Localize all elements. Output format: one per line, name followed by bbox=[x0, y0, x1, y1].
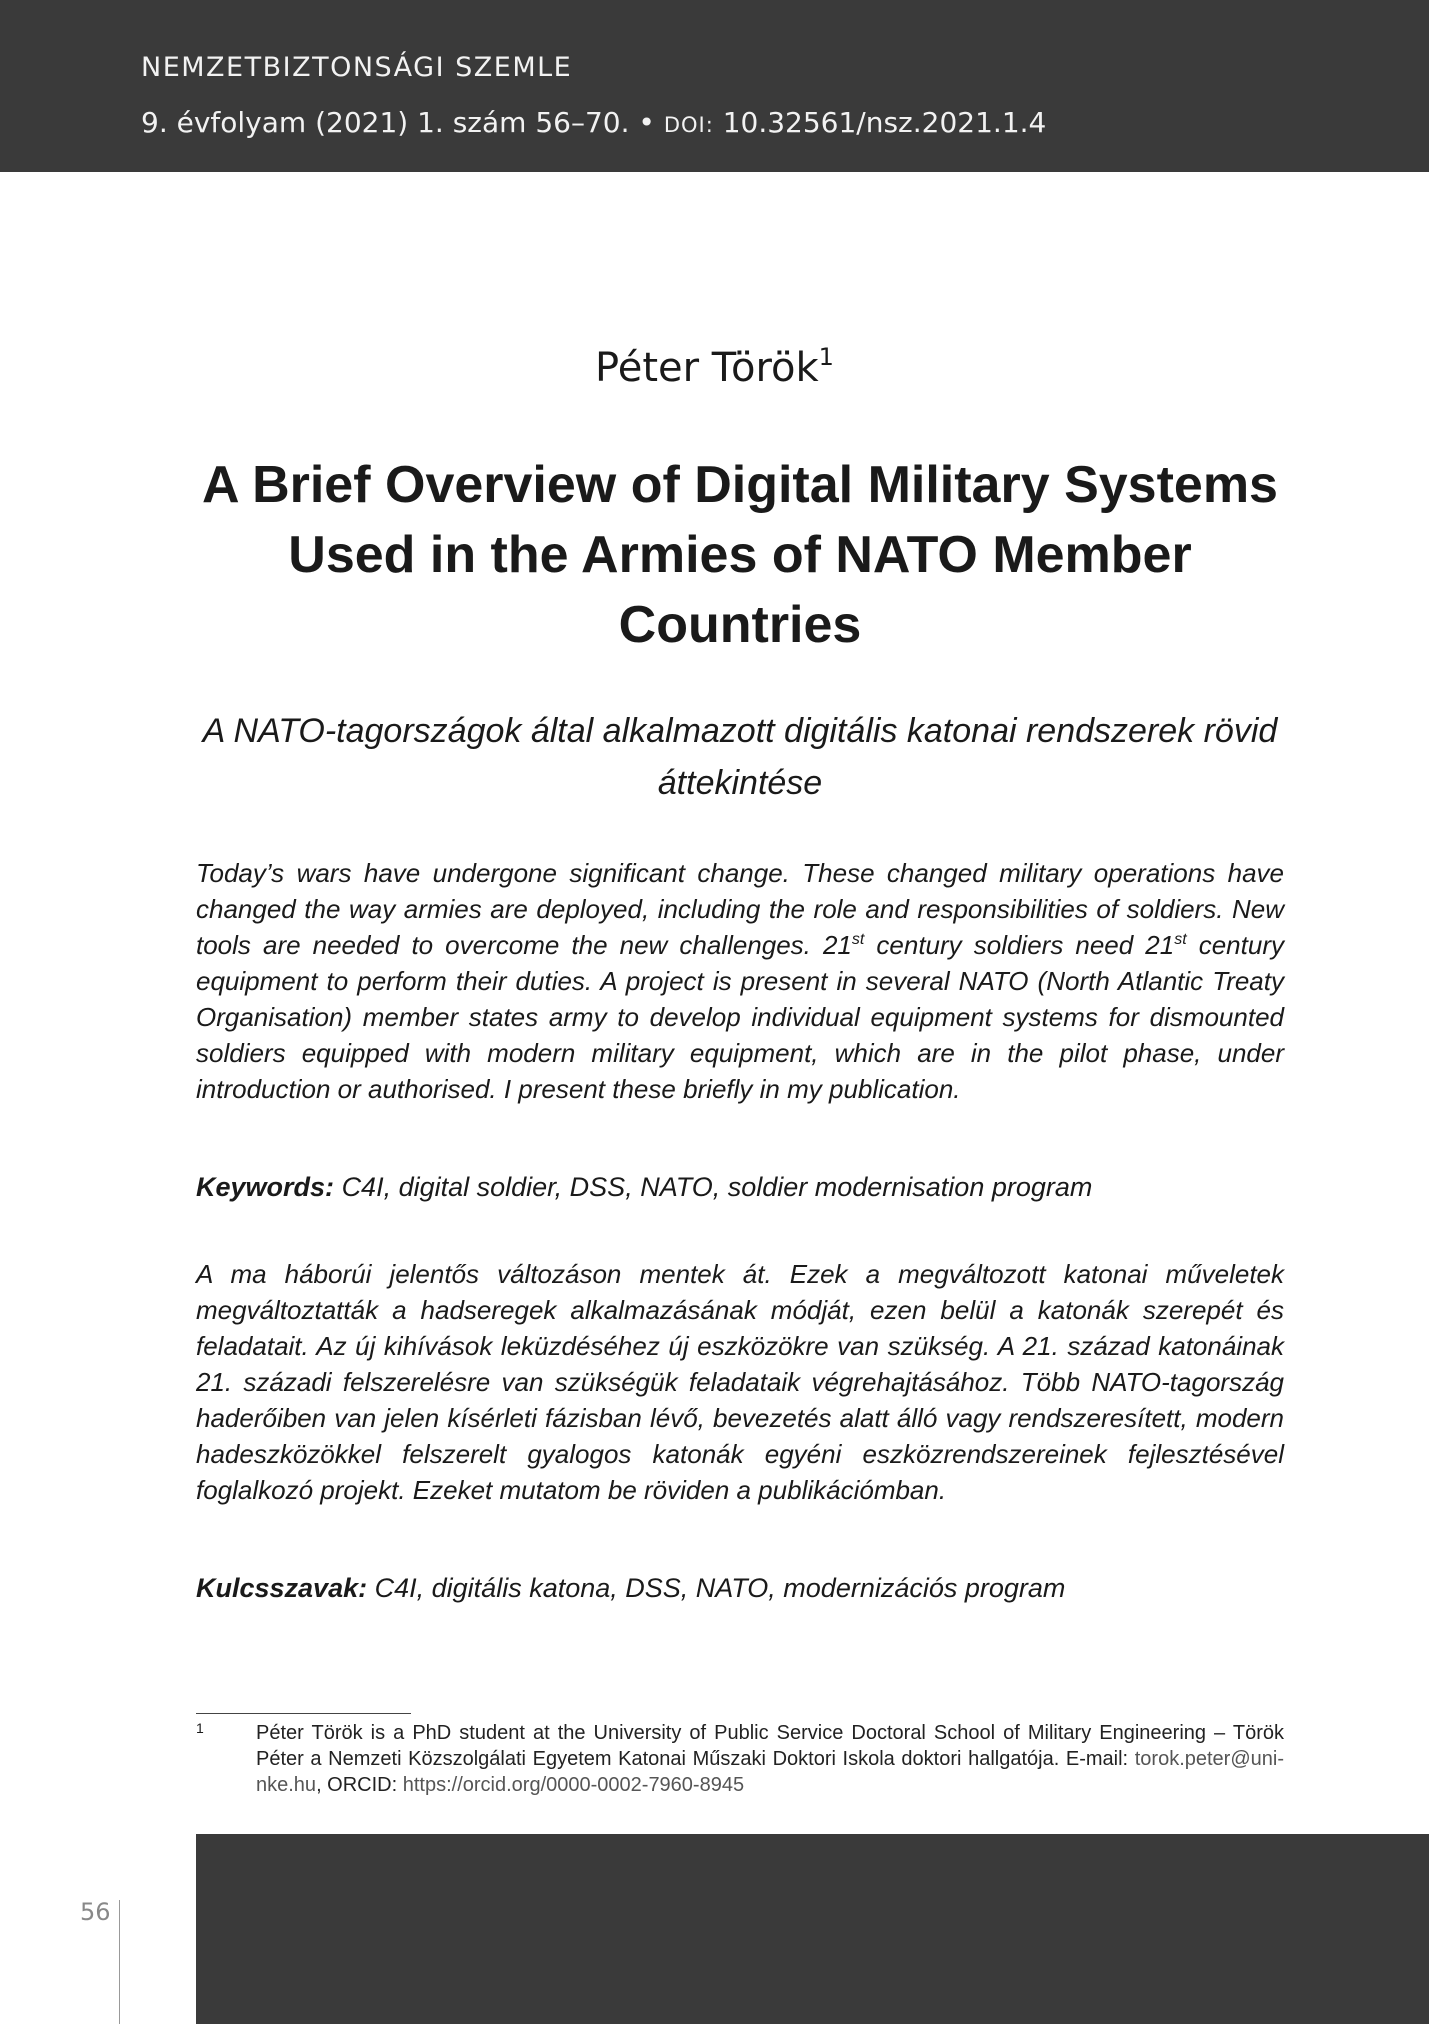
footnote-email-link[interactable]: torok.peter@uni-nke.hu bbox=[256, 1748, 1284, 1796]
abstract-en-sup1: st bbox=[851, 931, 865, 948]
footnote-mark: 1 bbox=[196, 1720, 204, 1736]
issue-info: 9. évfolyam (2021) 1. szám 56–70. bbox=[141, 106, 630, 139]
author-text: Péter Török bbox=[595, 345, 819, 391]
keywords-hungarian bbox=[196, 1570, 1284, 1606]
page-number: 56 bbox=[80, 1898, 111, 1926]
footnote-divider bbox=[196, 1713, 411, 1714]
bullet-separator: • bbox=[638, 106, 655, 139]
footnote-text bbox=[256, 1720, 1284, 1798]
footnote-orcid-link[interactable]: https://orcid.org/0000-0002-7960-8945 bbox=[402, 1774, 745, 1796]
doi-label: DOI: bbox=[663, 113, 714, 137]
footnote-orcid-label: , ORCID: bbox=[316, 1774, 403, 1796]
abstract-english bbox=[196, 855, 1284, 1107]
kulcsszavak-label: Kulcsszavak: bbox=[196, 1573, 368, 1603]
journal-name: NEMZETBIZTONSÁGI SZEMLE bbox=[141, 52, 573, 83]
article-title: A Brief Overview of Digital Military Systems Used in the Armies of NATO Member Countries bbox=[202, 456, 1278, 654]
abstract-en-part2: century soldiers need 21 bbox=[864, 930, 1175, 960]
issue-line bbox=[141, 106, 1046, 139]
article-subtitle-hungarian: A NATO-tagországok által alkalmazott digitális katonai rendszerek rövid áttekintése bbox=[202, 712, 1278, 802]
abstract-en-part3: century equipment to perform their duties. A project is present in several NATO (North Atlantic Treaty Organisation) member states army to develop individual equipment systems for dismounted soldiers equipped with modern military equipment, which are in the pilot phase, under introduction or authorised. I present these briefly in my publication. bbox=[196, 930, 1284, 1104]
abstract-en-part1: Today’s wars have undergone significant change. These changed military operations have changed the way armies are deployed, including the role and responsibilities of soldiers. New tools are needed to overcome the new challenges. 21 bbox=[196, 858, 1284, 960]
footer-band bbox=[196, 1834, 1429, 2024]
footnote-body: Péter Török is a PhD student at the University of Public Service Doctoral School of Military Engineering – Török Péter a Nemzeti Közszolgálati Egyetem Katonai Műszaki Doktori Iskola doktori hallgatója. E-mail: bbox=[256, 1722, 1284, 1770]
keywords-value: C4I, digital soldier, DSS, NATO, soldier modernisation program bbox=[341, 1172, 1093, 1202]
abstract-en-sup2: st bbox=[1174, 931, 1187, 948]
keywords-english bbox=[196, 1169, 1284, 1205]
keywords-label: Keywords: bbox=[196, 1172, 335, 1202]
author-footnote-mark[interactable]: 1 bbox=[818, 343, 834, 371]
doi-value[interactable]: 10.32561/nsz.2021.1.4 bbox=[722, 106, 1047, 139]
abstract-hungarian: A ma háborúi jelentős változáson mentek át. Ezek a megváltozott katonai műveletek megváltoztatták a hadseregek alkalmazásának módját, ezen belül a katonák szerepét és feladatait. Az új kihívások leküzdéséhez új eszközökre van szükség. A 21. század katonáinak 21. századi felszerelésre van szükségük feladataik végrehajtásához. Több NATO-tagország haderőiben van jelen kísérleti fázisban lévő, bevezetés alatt álló vagy rendszeresített, modern hadeszközökkel felszerelt gyalogos katonák egyéni eszközrendszereinek fejlesztésével foglalkozó projekt. Ezeket mutatom be röviden a publikációmban. bbox=[196, 1259, 1284, 1505]
kulcsszavak-value: C4I, digitális katona, DSS, NATO, modernizációs program bbox=[374, 1573, 1066, 1603]
page-number-rule bbox=[119, 1900, 120, 2024]
journal-header-band bbox=[0, 0, 1429, 172]
author-name bbox=[0, 345, 1429, 391]
